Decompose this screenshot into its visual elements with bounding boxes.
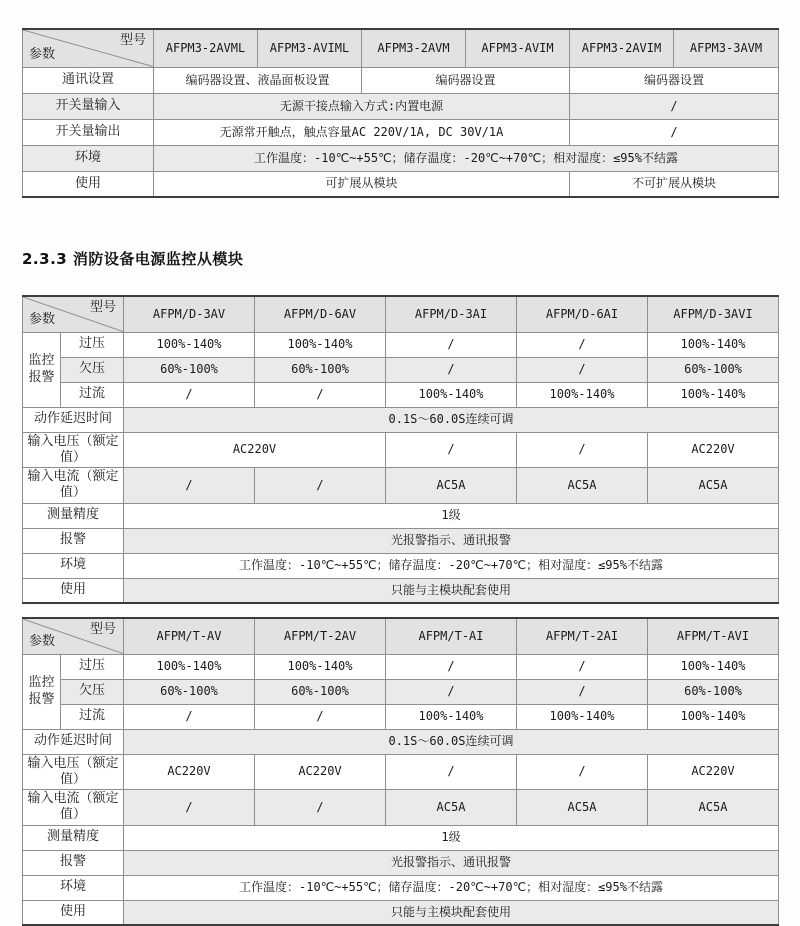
row-label-cell: 使用	[23, 578, 124, 603]
value-cell: 100%-140%	[386, 704, 517, 729]
value-cell: 100%-140%	[648, 332, 779, 357]
value-cell: /	[517, 332, 648, 357]
afpmt-slave-module-spec-table	[22, 617, 779, 926]
model-header-cell: AFPM/T-AV	[124, 618, 255, 654]
row-alarm	[23, 528, 779, 553]
value-cell: 工作温度：-10℃~+55℃；储存温度：-20℃~+70℃；相对湿度：≤95%不结露	[124, 553, 779, 578]
afpm3-main-module-spec-table	[22, 28, 779, 198]
row-overvoltage	[23, 654, 779, 679]
value-cell: /	[124, 468, 255, 504]
value-cell: AC220V	[648, 432, 779, 468]
value-cell: /	[386, 432, 517, 468]
value-cell: AC5A	[648, 468, 779, 504]
row-alarm	[23, 850, 779, 875]
model-header-cell: AFPM3-2AVM	[362, 29, 466, 67]
value-cell: 100%-140%	[648, 654, 779, 679]
value-cell: /	[124, 704, 255, 729]
sub-label-cell: 过流	[61, 382, 124, 407]
table1-header-row	[23, 29, 779, 67]
row-overcurrent	[23, 704, 779, 729]
value-cell: 编码器设置、液晶面板设置	[154, 67, 362, 93]
value-cell: /	[255, 790, 386, 826]
model-header-cell: AFPM3-3AVM	[674, 29, 779, 67]
value-cell: /	[124, 790, 255, 826]
row-label-cell: 测量精度	[23, 825, 124, 850]
value-cell: /	[517, 357, 648, 382]
model-header-cell: AFPM3-AVIML	[258, 29, 362, 67]
value-cell: /	[570, 93, 779, 119]
section-heading: 2.3.3 消防设备电源监控从模块	[22, 250, 244, 268]
row-label-cell: 输入电压（额定值）	[23, 754, 124, 790]
value-cell: /	[124, 382, 255, 407]
value-cell: AC220V	[124, 432, 386, 468]
row-usage	[23, 578, 779, 603]
row-usage	[23, 171, 779, 197]
row-overcurrent	[23, 382, 779, 407]
corner-param-label: 参数	[29, 47, 56, 63]
corner-cell	[23, 29, 154, 67]
value-cell: /	[255, 468, 386, 504]
row-input-current	[23, 790, 779, 826]
row-label-cell: 输入电流（额定值）	[23, 790, 124, 826]
value-cell: /	[517, 679, 648, 704]
row-label-cell: 报警	[23, 528, 124, 553]
monitor-group-label-cell: 监控报警	[23, 654, 61, 729]
value-cell: 100%-140%	[648, 382, 779, 407]
row-label-cell: 测量精度	[23, 503, 124, 528]
value-cell: 工作温度：-10℃~+55℃；储存温度：-20℃~+70℃；相对湿度：≤95%不结露	[124, 875, 779, 900]
sub-label-cell: 过流	[61, 704, 124, 729]
value-cell: /	[386, 754, 517, 790]
row-label-cell: 使用	[23, 171, 154, 197]
corner-param-label: 参数	[29, 312, 56, 328]
row-label-cell: 通讯设置	[23, 67, 154, 93]
value-cell: 编码器设置	[362, 67, 570, 93]
value-cell: 60%-100%	[124, 357, 255, 382]
value-cell: AC220V	[255, 754, 386, 790]
model-header-cell: AFPM/D-6AV	[255, 296, 386, 332]
sub-label-cell: 欠压	[61, 357, 124, 382]
row-action-delay	[23, 407, 779, 432]
value-cell: AC5A	[517, 790, 648, 826]
value-cell: /	[255, 704, 386, 729]
value-cell: 100%-140%	[517, 382, 648, 407]
model-header-cell: AFPM/D-6AI	[517, 296, 648, 332]
row-undervoltage	[23, 357, 779, 382]
row-label-cell: 开关量输出	[23, 119, 154, 145]
row-switch-output	[23, 119, 779, 145]
value-cell: 可扩展从模块	[154, 171, 570, 197]
value-cell: AC5A	[517, 468, 648, 504]
model-header-cell: AFPM/T-2AI	[517, 618, 648, 654]
sub-label-cell: 过压	[61, 332, 124, 357]
model-header-cell: AFPM3-2AVIM	[570, 29, 674, 67]
value-cell: /	[255, 382, 386, 407]
model-header-cell: AFPM3-2AVML	[154, 29, 258, 67]
corner-type-label: 型号	[119, 33, 146, 48]
value-cell: 100%-140%	[517, 704, 648, 729]
row-label-cell: 使用	[23, 900, 124, 925]
table3-header-row	[23, 618, 779, 654]
value-cell: /	[570, 119, 779, 145]
row-undervoltage	[23, 679, 779, 704]
value-cell: AC220V	[124, 754, 255, 790]
value-cell: 不可扩展从模块	[570, 171, 779, 197]
model-header-cell: AFPM/T-2AV	[255, 618, 386, 654]
value-cell: 60%-100%	[255, 357, 386, 382]
sub-label-cell: 过压	[61, 654, 124, 679]
value-cell: AC5A	[386, 468, 517, 504]
monitor-group-label-cell: 监控报警	[23, 332, 61, 407]
corner-type-label: 型号	[89, 622, 116, 637]
row-environment	[23, 553, 779, 578]
model-header-cell: AFPM/T-AI	[386, 618, 517, 654]
model-header-cell: AFPM/D-3AV	[124, 296, 255, 332]
table2-header-row	[23, 296, 779, 332]
row-label-cell: 环境	[23, 145, 154, 171]
model-header-cell: AFPM3-AVIM	[466, 29, 570, 67]
model-header-cell: AFPM/T-AVI	[648, 618, 779, 654]
row-label-cell: 环境	[23, 553, 124, 578]
value-cell: 只能与主模块配套使用	[124, 900, 779, 925]
value-cell: 60%-100%	[648, 679, 779, 704]
value-cell: 1级	[124, 825, 779, 850]
row-label-cell: 报警	[23, 850, 124, 875]
value-cell: /	[386, 679, 517, 704]
value-cell: AC220V	[648, 754, 779, 790]
value-cell: 100%-140%	[124, 332, 255, 357]
value-cell: 100%-140%	[255, 332, 386, 357]
value-cell: 1级	[124, 503, 779, 528]
corner-param-label: 参数	[29, 634, 56, 650]
value-cell: 100%-140%	[124, 654, 255, 679]
value-cell: 100%-140%	[386, 382, 517, 407]
corner-cell	[23, 618, 124, 654]
row-accuracy	[23, 825, 779, 850]
value-cell: /	[517, 654, 648, 679]
value-cell: AC5A	[386, 790, 517, 826]
value-cell: 工作温度：-10℃~+55℃；储存温度：-20℃~+70℃；相对湿度：≤95%不结露	[154, 145, 779, 171]
row-input-current	[23, 468, 779, 504]
row-environment	[23, 145, 779, 171]
row-label-cell: 动作延迟时间	[23, 729, 124, 754]
value-cell: 无源干接点输入方式:内置电源	[154, 93, 570, 119]
value-cell: 0.1S～60.0S连续可调	[124, 407, 779, 432]
row-action-delay	[23, 729, 779, 754]
value-cell: 0.1S～60.0S连续可调	[124, 729, 779, 754]
value-cell: /	[517, 754, 648, 790]
value-cell: 无源常开触点，触点容量AC 220V/1A, DC 30V/1A	[154, 119, 570, 145]
row-label-cell: 开关量输入	[23, 93, 154, 119]
row-usage	[23, 900, 779, 925]
value-cell: 100%-140%	[648, 704, 779, 729]
value-cell: 60%-100%	[124, 679, 255, 704]
row-switch-input	[23, 93, 779, 119]
value-cell: /	[386, 332, 517, 357]
row-label-cell: 动作延迟时间	[23, 407, 124, 432]
value-cell: 编码器设置	[570, 67, 779, 93]
value-cell: AC5A	[648, 790, 779, 826]
model-header-cell: AFPM/D-3AI	[386, 296, 517, 332]
row-label-cell: 输入电压（额定值）	[23, 432, 124, 468]
corner-type-label: 型号	[89, 300, 116, 315]
value-cell: 光报警指示、通讯报警	[124, 528, 779, 553]
model-header-cell: AFPM/D-3AVI	[648, 296, 779, 332]
value-cell: /	[517, 432, 648, 468]
row-label-cell: 输入电流（额定值）	[23, 468, 124, 504]
value-cell: 只能与主模块配套使用	[124, 578, 779, 603]
row-input-voltage	[23, 754, 779, 790]
row-accuracy	[23, 503, 779, 528]
value-cell: 100%-140%	[255, 654, 386, 679]
value-cell: /	[386, 357, 517, 382]
row-input-voltage	[23, 432, 779, 468]
afpmd-slave-module-spec-table	[22, 295, 779, 604]
value-cell: 60%-100%	[648, 357, 779, 382]
row-label-cell: 环境	[23, 875, 124, 900]
value-cell: /	[386, 654, 517, 679]
row-comm-settings	[23, 67, 779, 93]
row-environment	[23, 875, 779, 900]
value-cell: 60%-100%	[255, 679, 386, 704]
sub-label-cell: 欠压	[61, 679, 124, 704]
row-overvoltage	[23, 332, 779, 357]
value-cell: 光报警指示、通讯报警	[124, 850, 779, 875]
corner-cell	[23, 296, 124, 332]
